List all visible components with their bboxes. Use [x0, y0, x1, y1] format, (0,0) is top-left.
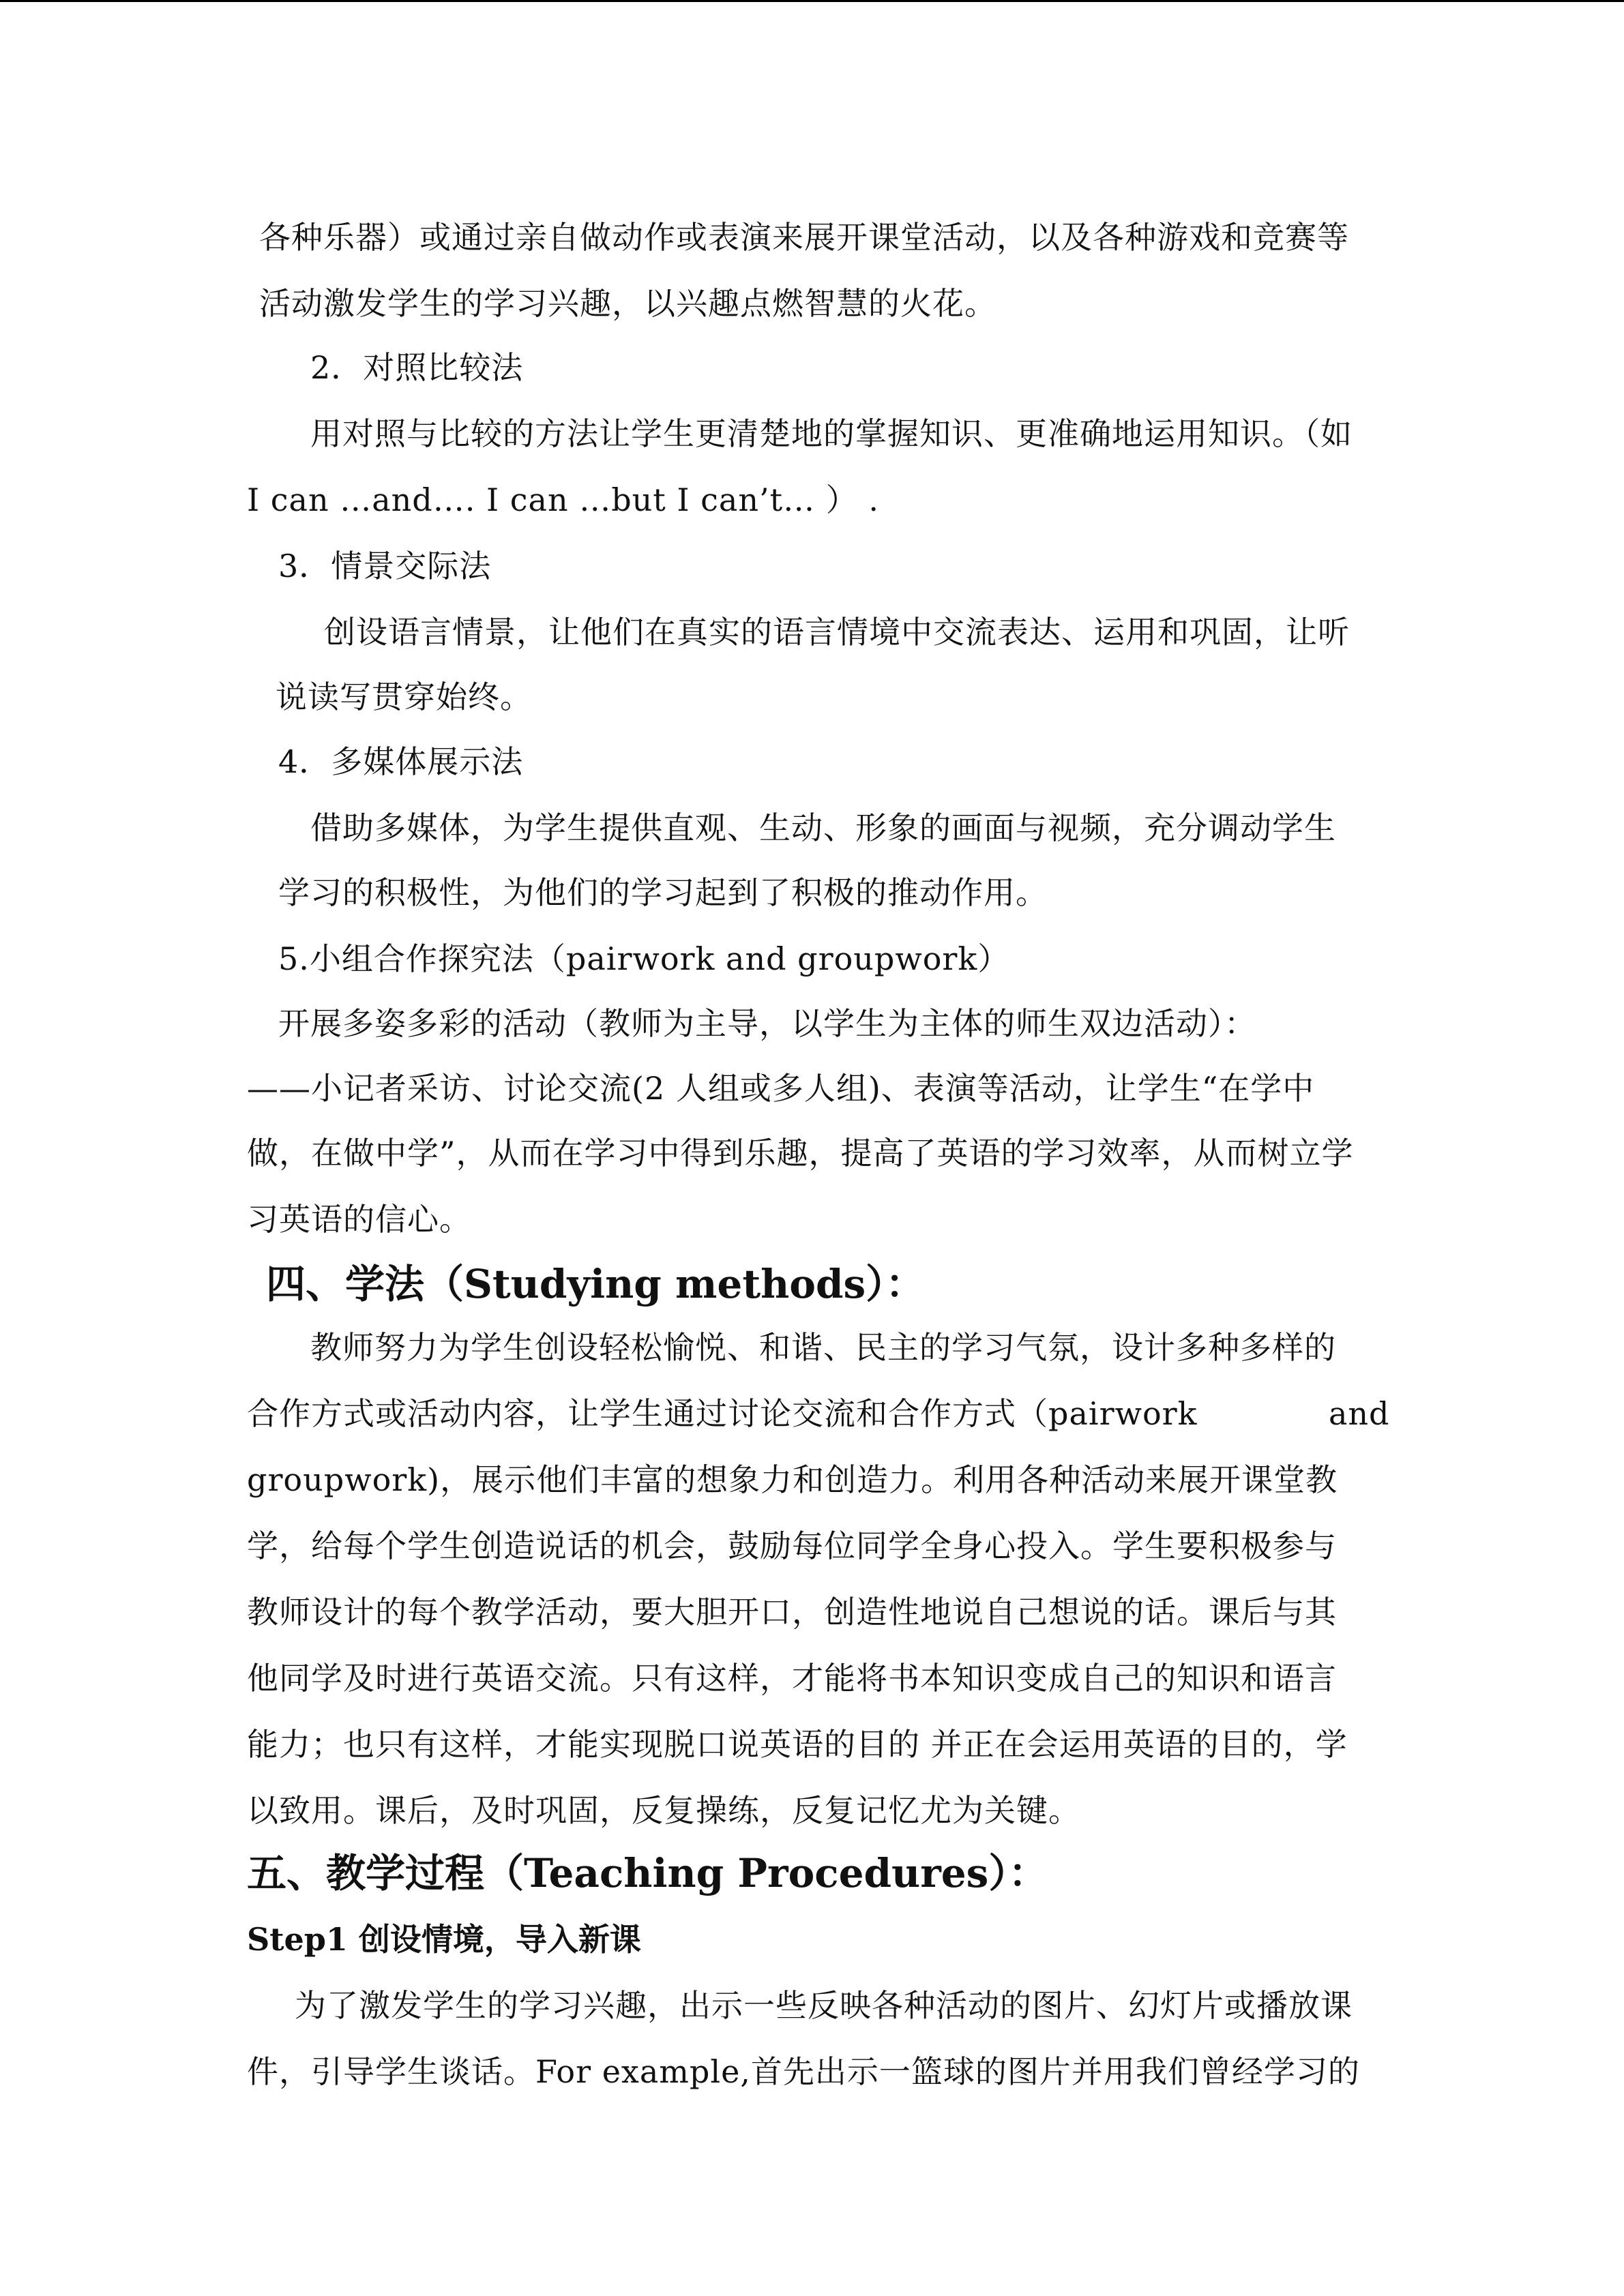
method-heading: 3．情景交际法 [278, 548, 492, 584]
paragraph-line: 件，引导学生谈话。For example,首先出示一篮球的图片并用我们曾经学习的 [247, 2053, 1360, 2090]
paragraph-line: 教师设计的每个教学活动，要大胆开口，创造性地说自己想说的话。课后与其 [247, 1594, 1337, 1630]
paragraph-line: 学习的积极性，为他们的学习起到了积极的推动作用。 [278, 874, 1048, 911]
paragraph-line: 能力；也只有这样，才能实现脱口说英语的目的 并正在会运用英语的目的，学 [247, 1726, 1348, 1763]
method-heading: 4．多媒体展示法 [278, 743, 524, 780]
step-heading: Step1 创设情境，导入新课 [247, 1921, 641, 1958]
paragraph-line: 习英语的信心。 [247, 1201, 471, 1238]
paragraph-line: 做，在做中学”，从而在学习中得到乐趣，提高了英语的学习效率，从而树立学 [247, 1135, 1354, 1172]
paragraph-line: 为了激发学生的学习兴趣，出示一些反映各种活动的图片、幻灯片或播放课 [295, 1987, 1353, 2024]
paragraph-line: 开展多姿多彩的活动（教师为主导，以学生为主体的师生双边活动）： [278, 1005, 1256, 1042]
method-heading: 2．对照比较法 [310, 349, 524, 386]
paragraph-line: 用对照与比较的方法让学生更清楚地的掌握知识、更准确地运用知识。（如 [310, 415, 1353, 452]
paragraph-line: ——小记者采访、讨论交流(2 人组或多人组)、表演等活动，让学生“在学中 [247, 1070, 1315, 1107]
paragraph-line: 各种乐器）或通过亲自做动作或表演来展开课堂活动，以及各种游戏和竞赛等 [259, 219, 1349, 256]
page-top-border [0, 0, 1624, 2]
paragraph-line: 学，给每个学生创造说话的机会，鼓励每位同学全身心投入。学生要积极参与 [247, 1527, 1337, 1564]
paragraph-line: 说读写贯穿始终。 [276, 679, 532, 715]
paragraph-line: 借助多媒体，为学生提供直观、生动、形象的画面与视频，充分调动学生 [310, 809, 1336, 846]
paragraph-line: groupwork)，展示他们丰富的想象力和创造力。利用各种活动来展开课堂教 [247, 1461, 1338, 1498]
paragraph-line: 合作方式或活动内容，让学生通过讨论交流和合作方式（pairwork [247, 1395, 1198, 1432]
paragraph-line: 以致用。课后，及时巩固，反复操练，反复记忆尤为关键。 [247, 1792, 1080, 1829]
section-heading-teaching-procedures: 五、教学过程（Teaching Procedures）： [247, 1850, 1048, 1896]
paragraph-line: 活动激发学生的学习兴趣，以兴趣点燃智慧的火花。 [259, 285, 996, 322]
paragraph-line: and [1329, 1395, 1390, 1432]
section-heading-study-methods: 四、学法（Studying methods）： [266, 1261, 926, 1307]
method-heading: 5.小组合作探究法（pairwork and groupwork） [278, 940, 1010, 977]
paragraph-line: 创设语言情景，让他们在真实的语言情境中交流表达、运用和巩固，让听 [324, 614, 1350, 651]
paragraph-line: 教师努力为学生创设轻松愉悦、和谐、民主的学习气氛，设计多种多样的 [310, 1329, 1336, 1366]
paragraph-line: I can …and…. I can …but I can’t… ） . [247, 481, 879, 518]
paragraph-line: 他同学及时进行英语交流。只有这样，才能将书本知识变成自己的知识和语言 [247, 1660, 1337, 1697]
